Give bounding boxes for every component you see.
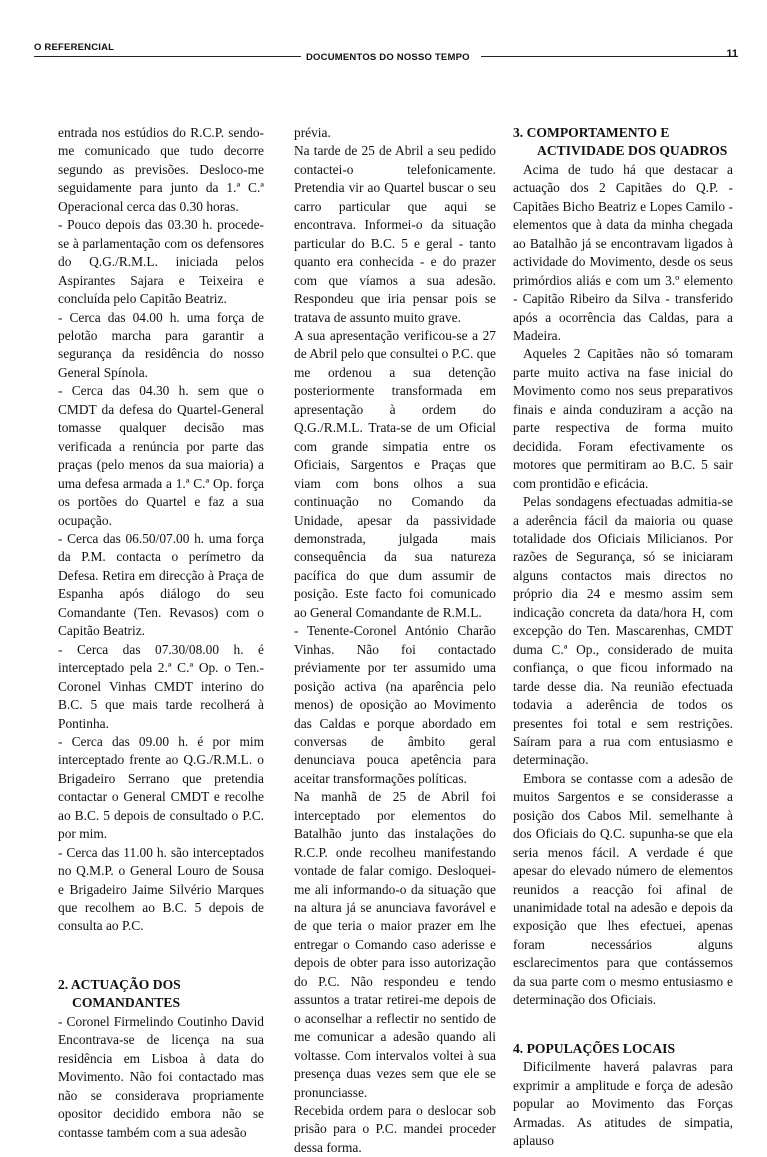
header-rule-left: [34, 56, 301, 57]
text-column-1: [58, 124, 264, 1142]
heading-line: 3. COMPORTAMENTO E: [513, 125, 670, 140]
paragraph: - Cerca das 04.30 h. sem que o CMDT da defesa do Quartel-General tomasse qualquer decisão mas verificada a renúncia por parte das praças (pelo menos da sua maioria) a uma defesa armada a 1.ª C.ª Op. força os portões do Quartel e faz a sua ocupação.: [58, 383, 264, 528]
heading-line: COMANDANTES: [72, 995, 180, 1011]
paragraph: - Cerca das 04.00 h. uma força de pelotão marcha para garantir a segurança da residência do nosso General Spínola.: [58, 309, 264, 380]
paragraph: Dificilmente haverá palavras para exprimir a amplitude e força de adesão popular ao Movimento das Forças Armadas. As atitudes de simpatia, aplauso: [513, 1059, 733, 1149]
paragraph: - Cerca das 07.30/08.00 h. é interceptado pela 2.ª C.ª Op. o Ten.-Coronel Vinhas CMDT interino do B.C. 5 que mais tarde recolherá à Pontinha.: [58, 641, 264, 731]
publication-name: O REFERENCIAL: [34, 42, 115, 53]
paragraph: Na tarde de 25 de Abril a seu pedido contactei-o telefonicamente. Pretendia vir ao Quartel buscar o seu carro particular que aqui se encontrava. Informei-o da situação particular do B.C. 5 e geral - tanto quanto era conhecida - e do prazer com que víamos a sua adesão. Respondeu que iria pensar pois se tratava de assunto muito grave.: [294, 143, 496, 325]
paragraph: Na manhã de 25 de Abril foi interceptado por elementos do Batalhão junto das instalações do R.C.P. onde recolheu manifestando vontade de falar comigo. Desloquei-me ali informando-o da situação que na altura já se anunciava favorável e de que teria o maior prazer em lhe entregar o Comando caso aderisse e depois de obter para isso autorização do P.C. Não respondeu e tendo assuntos a tratar retirei-me depois de o aconselhar a reflectir no sentido de me comunicar a adesão quando ali voltasse. Com intervalos voltei à sua presença duas vezes sem que ele se pronunciasse.: [294, 789, 496, 1100]
section-heading-4: 4. POPULAÇÕES LOCAIS: [513, 1040, 676, 1056]
heading-line: 2. ACTUAÇÃO DOS: [58, 976, 181, 992]
heading-line: ACTIVIDADE DOS QUADROS: [537, 143, 728, 159]
paragraph: Embora se contasse com a adesão de muitos Sargentos e se considerasse a posição dos Cabos Mil. semelhante à dos Oficiais do Q.C. supunha-se que ela seria menos fácil. A verdade é que apesar do elevado número de elementos reunidos a reacção foi afinal de unanimidade total na adesão e depois da exposição que lhes efectuei, apenas foram necessários alguns esclarecimentos para que contássemos da sua parte com o mesmo entusiasmo e determinação dos Oficiais.: [513, 770, 733, 1008]
text-column-3: [513, 124, 733, 1150]
header-rule-right: [481, 56, 738, 57]
paragraph: - Cerca das 06.50/07.00 h. uma força da P.M. contacta o perímetro da Defesa. Retira em direcção à Praça de Espanha após diálogo do seu Comandante (Ten. Revasos) com o Capitão Beatriz.: [58, 530, 264, 639]
paragraph: - Tenente-Coronel António Charão Vinhas. Não foi contactado préviamente por ter assumido uma posição activa (na aparência pelo menos) de oposição ao Movimento das Caldas e porque abordado em conversas de âmbito geral denunciava pouca apetência para aceitar transformações políticas.: [294, 623, 496, 786]
paragraph: Aqueles 2 Capitães não só tomaram parte muito activa na fase inicial do Movimento como nos seus preparativos finais e ainda conduziram a acção na parte respectiva de forma muito decidida. Foram efectivamente os motores que permitiram ao B.C. 5 sair com prontidão e eficácia.: [513, 346, 733, 491]
paragraph: Recebida ordem para o deslocar sob prisão para o P.C. mandei proceder dessa forma.: [294, 1103, 496, 1155]
paragraph: - Pouco depois das 03.30 h. procede-se à parlamentação com os defensores do Q.G./R.M.L. iniciada pelos Aspirantes Sajara e Teixeira e concluída pelo Capitão Beatriz.: [58, 217, 264, 307]
page-number: 11: [726, 48, 738, 60]
paragraph: A sua apresentação verificou-se a 27 de Abril pelo que consultei o P.C. que me ordenou a sua detenção posteriormente transformada em apresentação à ordem do Q.G./R.M.L. Trata-se de um Oficial com grande simpatia entre os Oficiais, Sargentos e Praças que viam com bons olhos a sua continuação no Comando da Unidade, apesar da passividade demonstrada, julgada mais consequência da sua natureza pacífica do que dum assumir de posição. Este facto foi comunicado ao General Comandante de R.M.L.: [294, 327, 496, 620]
paragraph: - Coronel Firmelindo Coutinho David Encontrava-se de licença na sua residência em Lisboa à data do Movimento. Não foi contactado mas não se considerava propriamente opositor decidido embora não se contasse também com a sua adesão: [58, 1013, 264, 1140]
paragraph: Acima de tudo há que destacar a actuação dos 2 Capitães do Q.P. - Capitães Bicho Beatriz e Lopes Camilo - elementos que à data da minha chegada ao Batalhão já se encontravam ligados à actividade do Movimento, desde os seus primórdios aliás e com um 3.º elemento - Capitão Ribeiro da Silva - transferido após a ocorrência das Caldas, para a Madeira.: [513, 161, 733, 343]
section-heading-2: [58, 976, 264, 1013]
paragraph: - Cerca das 09.00 h. é por mim interceptado frente ao Q.G./R.M.L. o Brigadeiro Serrano que pretendia contactar o General CMDT e recolhe ao B.C. 5 depois de consultado o P.C. por mim.: [58, 733, 264, 842]
text-column-2: [294, 124, 496, 1157]
page-header: [34, 40, 738, 62]
paragraph: Pelas sondagens efectuadas admitia-se a aderência fácil da maioria ou quase totalidade dos Oficiais Milicianos. Por razões de Segurança, só se iniciaram alguns contactos mais directos no próprio dia 24 e mesmo assim sem indicação concreta da data/hora H, com excepção do Ten. Mascarenhas, CMDT duma C.ª Op., considerado de muita confiança, o que ficou informado na tarde desse dia. Na reunião efectuada todavia a aderência de todos os presentes foi total e sem restrições. Saíram para a rua com entusiasmo e determinação.: [513, 494, 733, 768]
paragraph: entrada nos estúdios do R.C.P. sendo-me comunicado que tudo decorre segundo as previsões. Desloco-me seguidamente para junto da 1.ª C.ª Operacional cerca das 0.30 horas.: [58, 125, 264, 214]
section-title: DOCUMENTOS DO NOSSO TEMPO: [306, 52, 470, 63]
paragraph: prévia.: [294, 125, 331, 140]
section-heading-3: [513, 124, 733, 161]
paragraph: - Cerca das 11.00 h. são interceptados no Q.M.P. o General Louro de Sousa e Brigadeiro Jaime Silvério Marques que recolhem ao B.C. 5 depois de consulta ao P.C.: [58, 844, 264, 934]
